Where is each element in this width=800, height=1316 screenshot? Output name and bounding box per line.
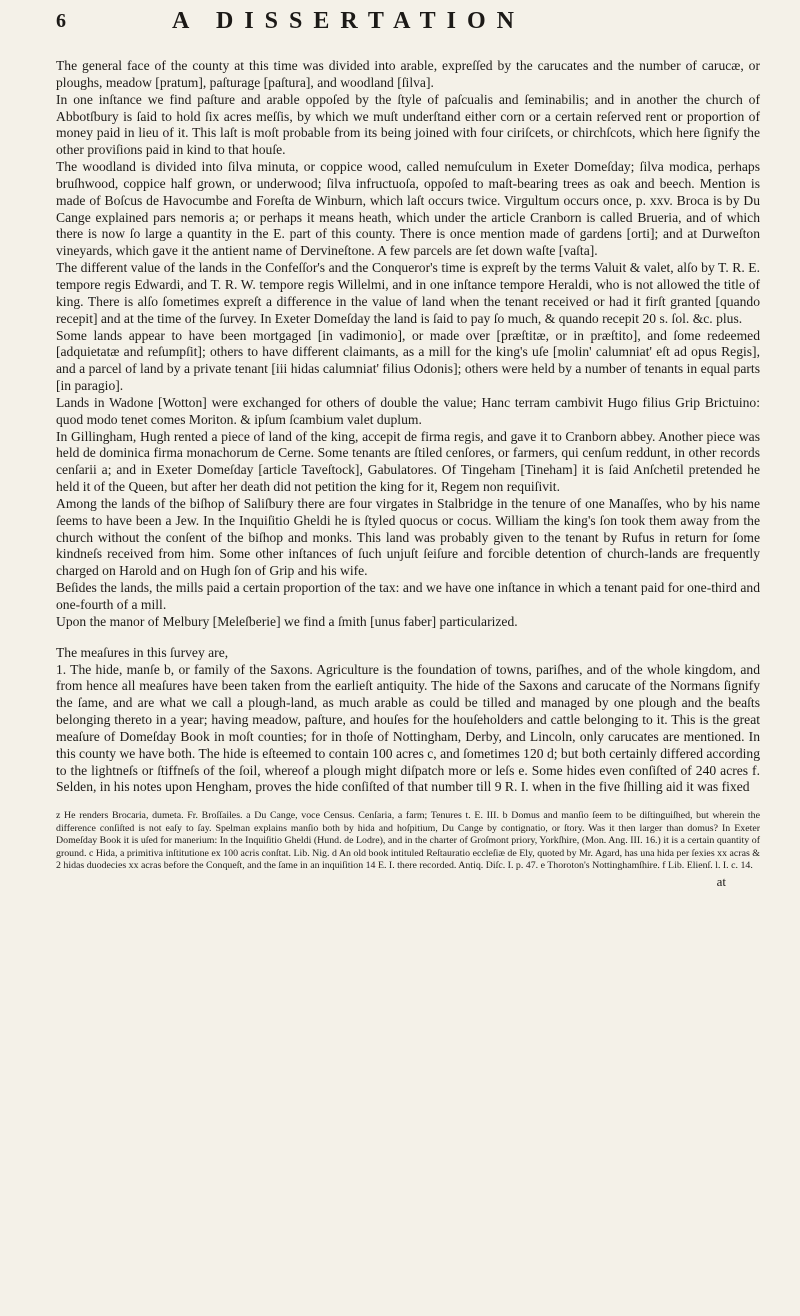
paragraph: The general face of the county at this time was divided into arable, expreſſed by the carucates and the number of carucæ, or ploughs, meadow [pratum], paſturage [paſtura], and woodland [ſilva]. <box>56 58 760 90</box>
paragraph: Some lands appear to have been mortgaged [in vadimonio], or made over [præſtitæ, or in præſtito], and ſome redeemed [adquietatæ and reſumpſit]; others to have different claimants, as a mill for the king's uſe [molin' calumniat' eſt ad opus Regis], and a parcel of land by a private tenant [iii hidas calumniat' filius Odonis]; others were held by a number of tenants in equal parts [in paragio]. <box>56 327 760 394</box>
paragraph: Beſides the lands, the mills paid a certain proportion of the tax: and we have one inſtance in which a tenant paid for one-third and one-fourth of a mill. <box>56 580 760 612</box>
running-title: A DISSERTATION <box>172 8 525 34</box>
footnote-block: z He renders Brocaria, dumeta. Fr. Broſſailes. a Du Cange, voce Census. Cenſaria, a farm; Tenures t. E. III. b Domus and manſio ſeem to be diſtinguiſhed, but wherein the difference conſiſted is not eaſy to ſay. Spelman explains manſio both by hida and hoſpitium, Du Cange by contignatio, or ſtory. Was it then larger than domus? In Exeter Domeſday Book it is uſed for manerium: In the Inquiſitio Gheldi (Hund. de Lodre), and in the charter of Groſmont priory, Yorkſhire, (Mon. Ang. III. 16.) it is a certain quantity of ground. c Hida, a primitiva inſtitutione ex 100 acris conſtat. Lib. Nig. d An old book intituled Reſtauratio eccleſiæ de Ely, quoted by Mr. Agard, has una hida per ſexies xx acras & 2 hidas duodecies xx acras before the Conqueſt, and the ſame in an inquiſition 14 E. I. there recorded. Antiq. Diſc. I. p. 47. e Thoroton's Nottinghamſhire. f Lib. Elienſ. l. I. c. 14. <box>56 810 760 871</box>
footnotes <box>56 810 760 872</box>
paragraph: In Gillingham, Hugh rented a piece of land of the king, accepit de firma regis, and gave it to Cranborn abbey. Another piece was held de dominica firma monachorum de Cerne. Some tenants are ſtiled cenſores, or farmers, qui cenſum reddunt, in other records cenſarii a; and in Exeter Domeſday [article Taveſtock], Gabulatores. Of Tingeham [Tineham] it is ſaid Anſchetil pretended he held it of the Queen, but after her death did not petition the king for it, Regem non requiſivit. <box>56 428 760 495</box>
body-text <box>56 58 760 796</box>
paragraph: In one inſtance we find paſture and arable oppoſed by the ſtyle of paſcualis and ſeminabilis; and in another the church of Abbotſbury is ſaid to hold ſix acres meſſis, by which we muſt underſtand either corn or a certain reſerved rent or proportion of money paid in lieu of it. This laſt is moſt probable from its being joined with four ciriſcets, or chirchſcots, which here ſignify the other proviſions paid in kind to that houſe. <box>56 91 760 158</box>
paragraph: Upon the manor of Melbury [Meleſberie] we find a ſmith [unus faber] particularized. <box>56 613 518 629</box>
paragraph: The woodland is divided into ſilva minuta, or coppice wood, called nemuſculum in Exeter Domeſday; ſilva modica, perhaps bruſhwood, coppice half grown, or underwood; ſilva infructuoſa, oppoſed to maſt-bearing trees as oak and beech. Mention is made of Boſcus de Havocumbe and Foreſta de Winburn, which laſt occurs twice. Virgultum occurs once, p. xxv. Broca is by Du Cange explained pars nemoris a; or perhaps it means heath, which under the article Cranborn is called Brueria, and of which there is now ſo large a quantity in the E. part of this county. There is once mention made of gardens [orti]; and at Durweſton vineyards, which gave it the antient name of Dervineſtone. A few parcels are ſet down waſte [vaſta]. <box>56 159 760 259</box>
page-number: 6 <box>56 10 66 32</box>
paragraph: 1. The hide, manſe b, or family of the Saxons. Agriculture is the foundation of towns, pariſhes, and of the whole kingdom, and from hence all meaſures have been taken from the earlieſt antiquity. The hide of the Saxons and carucate of the Normans ſignify the ſame, and are what we call a plough-land, as much arable as could be tilled and managed by one plough and the beaſts belonging thereto in a year; having meadow, paſture, and houſes for the houſeholders and cattle belonging to it. This is the great meaſure of Domeſday Book in moſt counties; for in thoſe of Nottingham, Derby, and Lincoln, only carucates are mentioned. In this county we have both. The hide is eſteemed to contain 100 acres c, and ſometimes 120 d; but both certainly differed according to the lightneſs or ſtiffneſs of the ſoil, whereof a plough might diſpatch more or leſs e. Some hides even conſiſted of 240 acres f. Selden, in his notes upon Hengham, proves the hide conſiſted of that number till 9 R. I. when in the five ſhilling aid it was fixed <box>56 661 760 795</box>
paragraph: Among the lands of the biſhop of Saliſbury there are four virgates in Stalbridge in the tenure of one Manaſſes, who by his name ſeems to have been a Jew. In the Inquiſitio Gheldi he is ſtyled quocus or cocus. William the king's ſon took them away from the church without the conſent of the biſhop and monks. This land was probably given to the tenant by Rufus in return for ſome kindneſs received from him. Some other inſtances of ſuch unjuſt ſeiſure and forcible detention of church-lands are frequently charged on Harold and on Hugh ſon of Grip and his wife. <box>56 495 760 579</box>
catchword: at <box>716 874 726 890</box>
page-header <box>56 6 760 44</box>
paragraph: The different value of the lands in the Confeſſor's and the Conqueror's time is expreſt by the terms Valuit & valet, alſo by T. R. E. tempore regis Edwardi, and T. R. W. tempore regis Willelmi, and in one inſtance tempore Heraldi, who is not allowed the title of king. There is alſo ſometimes expreſt a difference in the value of land when the tenant received or had it firſt granted [quando recepit] and at the time of the ſurvey. In Exeter Domeſday the land is ſaid to pay ſo much, & quando recepit 20 s. ſol. &c. plus. <box>56 260 760 326</box>
paragraph: The meaſures in this ſurvey are, <box>56 644 229 660</box>
paragraph: Lands in Wadone [Wotton] were exchanged for others of double the value; Hanc terram cambivit Hugo filius Grip Brictuino: quod modo tenet comes Moriton. & ipſum ſcambium valet duplum. <box>56 394 760 427</box>
book-page <box>0 6 800 1316</box>
